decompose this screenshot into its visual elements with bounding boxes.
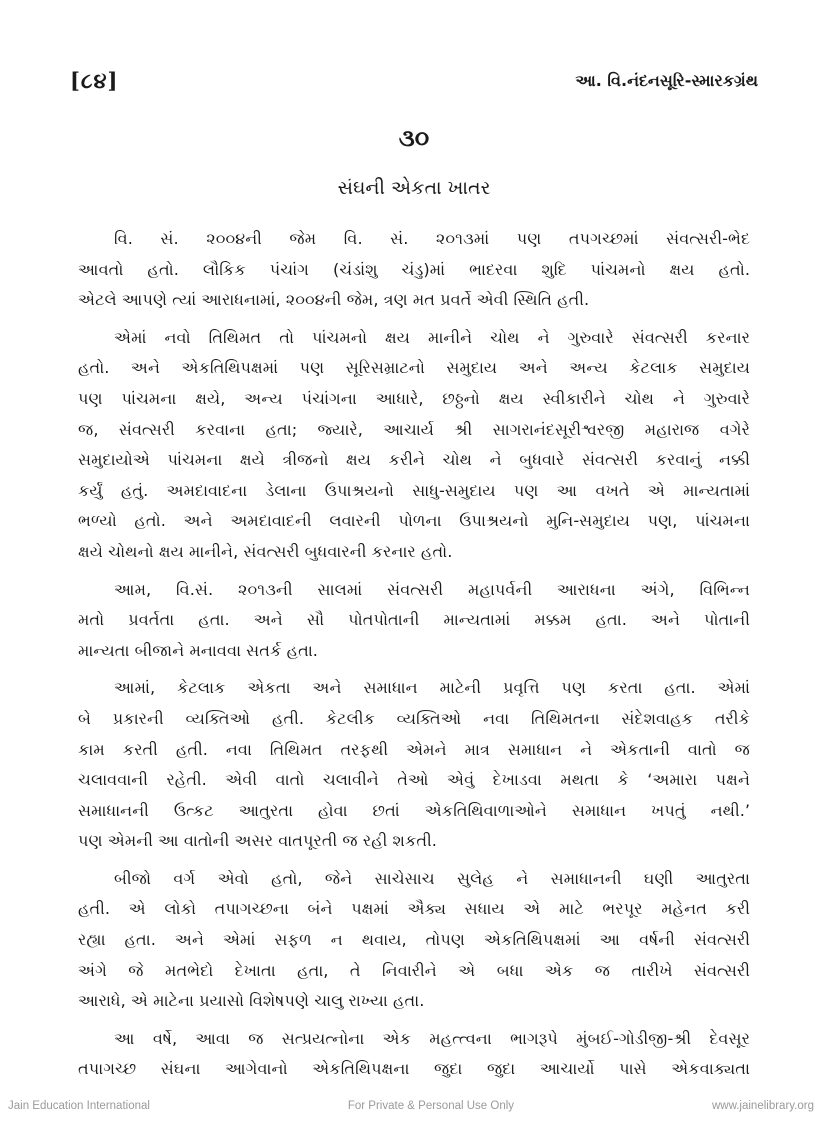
- footer: [8, 1100, 814, 1112]
- footer-website-link[interactable]: www.jainelibrary.org: [711, 1100, 814, 1112]
- text-line: આવતો હતો. લૌકિક પંચાંગ (ચંડાંશુ ચંડુ)માં ભાદરવા શુદિ પાંચમનો ક્ષય હતો.: [78, 259, 750, 279]
- text-line: આમાં, કેટલાક એકતા અને સમાધાન માટેની પ્રવૃત્તિ પણ કરતા હતા. એમાં: [114, 678, 750, 698]
- paragraph: [78, 224, 750, 316]
- text-line: વિ. સં. ૨૦૦૪ની જેમ વિ. સં. ૨૦૧૩માં પણ તપગચ્છમાં સંવત્સરી-ભેદ: [114, 229, 750, 248]
- book-title: આ. વિ.નંદનસૂરિ-સ્મારકગ્રંથ: [575, 71, 758, 90]
- text-line: મતો પ્રવર્તતા હતા. અને સૌ પોતપોતાની માન્યતામાં મક્કમ હતા. અને પોતાની: [78, 610, 750, 630]
- text-line: બે પ્રકારની વ્યક્તિઓ હતી. કેટલીક વ્યક્તિઓ નવા તિથિમતના સંદેશવાહક તરીકે: [78, 708, 750, 728]
- paragraph: [78, 323, 750, 568]
- text-line: એટલે આપણે ત્યાં આરાધનામાં, ૨૦૦૪ની જેમ, ત્રણ મત પ્રવર્તે એવી સ્થિતિ હતી.: [78, 290, 590, 310]
- paragraph: [78, 1024, 750, 1085]
- chapter-number: ૩૦: [398, 124, 430, 152]
- paragraph: [78, 575, 750, 667]
- text-line: સમુદાયોએ પાંચમના ક્ષયે ત્રીજનો ક્ષય કરીને ચોથ ને બુધવારે સંવત્સરી કરવાનું નક્કી: [78, 450, 750, 470]
- text-line: આમ, વિ.સં. ૨૦૧૩ની સાલમાં સંવત્સરી મહાપર્વની આરાધના અંગે, વિભિન્ન: [114, 579, 750, 599]
- text-line: ક્ષયે ચોથનો ક્ષય માનીને, સંવત્સરી બુધવારની કરનાર હતો.: [78, 541, 453, 561]
- text-line: આ વર્ષે, આવા જ સત્પ્રયત્નોના એક મહત્ત્વના ભાગરૂપે મુંબઈ-ગોડીજી-શ્રી દેવસૂર: [114, 1028, 750, 1048]
- page-number: [૮૪]: [70, 68, 119, 93]
- text-line: હતી. એ લોકો તપાગચ્છના બંને પક્ષમાં ઐક્ય સધાય એ માટે ભરપૂર મહેનત કરી: [78, 899, 750, 919]
- text-line: જ, સંવત્સરી કરવાના હતા; જ્યારે, આચાર્ય શ્રી સાગરાનંદસૂરીશ્વરજી મહારાજ વગેરે: [78, 419, 750, 439]
- text-line: કર્યું હતું. અમદાવાદના ડેલાના ઉપાશ્રયનો સાધુ-સમુદાય પણ આ વખતે એ માન્યતામાં: [78, 480, 750, 500]
- body-text: [78, 224, 750, 1092]
- text-line: સમાધાનની ઉત્કટ આતુરતા હોવા છતાં એકતિથિવાળાઓને સમાધાન ખપતું નથી.’: [78, 800, 750, 820]
- paragraph: [78, 864, 750, 1017]
- text-line: આરાધે, એ માટેના પ્રયાસો વિશેષપણે ચાલુ રાખ્યા હતા.: [78, 991, 425, 1011]
- paragraph: [78, 673, 750, 857]
- running-header: [70, 66, 758, 96]
- text-line: પણ એમની આ વાતોની અસર વાતપૂરતી જ રહી શકતી.: [78, 831, 437, 851]
- text-line: તપાગચ્છ સંઘના આગેવાનો એકતિથિપક્ષના જુદા જુદા આચાર્યો પાસે એકવાક્યતા: [78, 1059, 750, 1079]
- text-line: ચલાવવાની રહેતી. એવી વાતો ચલાવીને તેઓ એવું દેખાડવા મથતા કે ‘અમારા પક્ષને: [78, 770, 750, 790]
- text-line: માન્યતા બીજાને મનાવવા સતર્ક હતા.: [78, 640, 318, 660]
- text-line: ભળ્યો હતો. અને અમદાવાદની લવારની પોળના ઉપાશ્રયનો મુનિ-સમુદાય પણ, પાંચમના: [78, 511, 750, 531]
- text-line: પણ પાંચમના ક્ષયે, અન્ય પંચાંગના આધારે, છઠ્ઠનો ક્ષય સ્વીકારીને ચોથ ને ગુરુવારે: [78, 388, 750, 408]
- text-line: હતો. અને એકતિથિપક્ષમાં પણ સૂરિસમ્રાટનો સમુદાય અને અન્ય કેટલાક સમુદાય: [78, 358, 750, 378]
- text-line: રહ્યા હતા. અને એમાં સફળ ન થવાય, તોપણ એકતિથિપક્ષમાં આ વર્ષની સંવત્સરી: [78, 930, 750, 950]
- text-line: એમાં નવો તિથિમત તો પાંચમનો ક્ષય માનીને ચોથ ને ગુરુવારે સંવત્સરી કરનાર: [114, 327, 750, 347]
- chapter-title: સંઘની એકતા ખાતર: [337, 177, 491, 199]
- footer-usage-notice: For Private & Personal Use Only: [347, 1100, 515, 1112]
- footer-publisher: Jain Education International: [8, 1100, 150, 1112]
- text-line: કામ કરતી હતી. નવા તિથિમત તરફથી એમને માત્ર સમાધાન ને એકતાની વાતો જ: [78, 739, 750, 759]
- text-line: બીજો વર્ગ એવો હતો, જેને સાચેસાચ સુલેહ ને સમાધાનની ઘણી આતુરતા: [114, 868, 750, 888]
- text-line: અંગે જે મતભેદો દેખાતા હતા, તે નિવારીને એ બધા એક જ તારીખે સંવત્સરી: [78, 960, 750, 980]
